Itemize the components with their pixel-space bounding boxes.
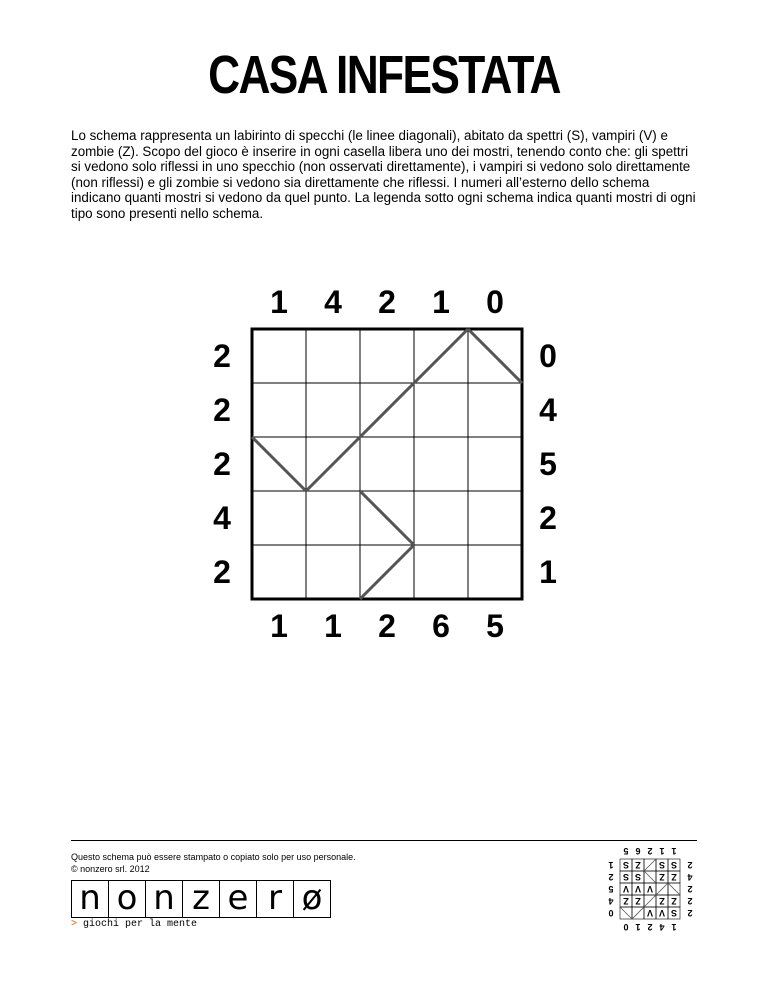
grid-cell[interactable] — [252, 383, 306, 437]
solution-clue-bottom: 6 — [635, 846, 641, 856]
solution-clue-right: 4 — [608, 896, 614, 906]
grid-cell[interactable] — [468, 545, 522, 599]
tagline-text: giochi per la mente — [83, 919, 198, 930]
solution-clue-right: 0 — [608, 908, 614, 918]
clue-bottom: 1 — [270, 608, 288, 644]
clue-right: 4 — [539, 392, 557, 428]
footer-notice — [71, 851, 356, 875]
solution-mirror — [644, 859, 656, 871]
clue-bottom: 6 — [432, 608, 450, 644]
grid-cell[interactable] — [468, 383, 522, 437]
solution-clue-bottom: 2 — [647, 846, 653, 856]
solution-monster: V — [635, 884, 642, 894]
solution-clue-left: 4 — [687, 872, 693, 882]
copyright-usage: Questo schema può essere stampato o copiato solo per uso personale. — [71, 852, 356, 862]
solution-monster: Z — [635, 896, 641, 906]
grid-cell[interactable] — [468, 437, 522, 491]
tagline-arrow-icon: > — [71, 919, 78, 930]
grid-cell[interactable] — [252, 545, 306, 599]
clue-left: 2 — [213, 446, 231, 482]
solution-clue-right: 2 — [608, 872, 614, 882]
grid-cell[interactable] — [306, 545, 360, 599]
solution-clue-right: 1 — [608, 860, 614, 870]
grid-cell[interactable] — [252, 329, 306, 383]
solution-mirror — [632, 907, 644, 919]
solution-clue-left: 2 — [687, 884, 693, 894]
solution-monster: Z — [659, 896, 665, 906]
clue-top: 1 — [432, 284, 450, 320]
clue-bottom: 2 — [378, 608, 396, 644]
solution-clue-left: 2 — [687, 908, 693, 918]
solution-monster: S — [623, 860, 630, 870]
solution-mirror — [656, 883, 668, 895]
page-title: CASA INFESTATA — [208, 45, 560, 105]
solution-monster: Z — [671, 896, 677, 906]
grid-cell[interactable] — [360, 437, 414, 491]
solution-clue-bottom: 1 — [671, 846, 677, 856]
grid-cell[interactable] — [306, 491, 360, 545]
grid-cell[interactable] — [306, 383, 360, 437]
solution-clue-top: 1 — [635, 922, 641, 932]
solution-clue-top: 4 — [659, 922, 665, 932]
grid-cell[interactable] — [414, 383, 468, 437]
solution-monster: S — [659, 860, 666, 870]
solution-clue-bottom: 1 — [659, 846, 665, 856]
puzzle-grid — [200, 280, 560, 610]
grid-cell[interactable] — [414, 437, 468, 491]
grid-cell[interactable] — [468, 491, 522, 545]
solution-mirror — [668, 883, 680, 895]
solution-monster: V — [659, 908, 666, 918]
clue-left: 4 — [213, 500, 231, 536]
clue-left: 2 — [213, 554, 231, 590]
clue-top: 0 — [486, 284, 504, 320]
solution-monster: V — [623, 884, 630, 894]
solution-clue-top: 1 — [671, 922, 677, 932]
solution-clue-top: 0 — [623, 922, 629, 932]
solution-monster: S — [635, 872, 642, 882]
solution-clue-left: 2 — [687, 860, 693, 870]
clue-bottom: 5 — [486, 608, 504, 644]
solution-monster: V — [647, 884, 654, 894]
tagline — [71, 919, 197, 930]
footer-divider — [71, 840, 697, 841]
logo-letter: n — [145, 880, 183, 918]
solution-clue-left: 2 — [687, 896, 693, 906]
solution-mini-grid — [598, 844, 698, 934]
solution-monster: V — [647, 908, 654, 918]
solution-monster: Z — [671, 872, 677, 882]
copyright-line: © nonzero srl. 2012 — [71, 864, 150, 874]
grid-cell[interactable] — [306, 329, 360, 383]
clue-left: 2 — [213, 392, 231, 428]
clue-bottom: 1 — [324, 608, 342, 644]
logo-letter: e — [219, 880, 257, 918]
solution-monster: S — [671, 860, 678, 870]
solution-clue-bottom: 5 — [623, 846, 629, 856]
clue-right: 5 — [539, 446, 557, 482]
grid-cell[interactable] — [252, 491, 306, 545]
clue-right: 2 — [539, 500, 557, 536]
grid-cell[interactable] — [414, 491, 468, 545]
logo-letter: n — [71, 880, 109, 918]
intro-text: Lo schema rappresenta un labirinto di specchi (le linee diagonali), abitato da spettri (S), vampiri (V) e zombie (Z). Scopo del gioco è inserire in ogni casella libera uno dei mostri, tenendo conto che: gli spettri si vedono solo riflessi in uno specchio (non osservati direttamente), i vampiri si vedono solo direttamente (non riflessi) e gli zombie si vedono sia direttamente che riflessi. I numeri all’esterno dello schema indicano quanti mostri si vedono da quel punto. La legenda sotto ogni schema indica quanti mostri di ogni tipo sono presenti nello schema. — [71, 128, 696, 221]
logo-letter: o — [108, 880, 146, 918]
grid-cell[interactable] — [414, 545, 468, 599]
grid-cell[interactable] — [360, 329, 414, 383]
puzzle-board — [200, 280, 560, 644]
solution-monster: Z — [635, 860, 641, 870]
solution-monster: Z — [659, 872, 665, 882]
solution-monster: S — [623, 872, 630, 882]
solution-monster: S — [671, 908, 678, 918]
solution-monster: Z — [623, 896, 629, 906]
logo-letter: r — [256, 880, 294, 918]
nonzero-logo — [71, 880, 331, 916]
clue-top: 4 — [324, 284, 342, 320]
clue-right: 0 — [539, 338, 557, 374]
logo-letter: ø — [293, 880, 331, 918]
clue-top: 2 — [378, 284, 396, 320]
logo-letter: z — [182, 880, 220, 918]
clue-right: 1 — [539, 554, 557, 590]
solution-mirror — [644, 871, 656, 883]
solution-mirror — [620, 907, 632, 919]
clue-top: 1 — [270, 284, 288, 320]
solution-clue-right: 5 — [608, 884, 614, 894]
solution-clue-top: 2 — [647, 922, 653, 932]
clue-left: 2 — [213, 338, 231, 374]
solution-mirror — [644, 895, 656, 907]
